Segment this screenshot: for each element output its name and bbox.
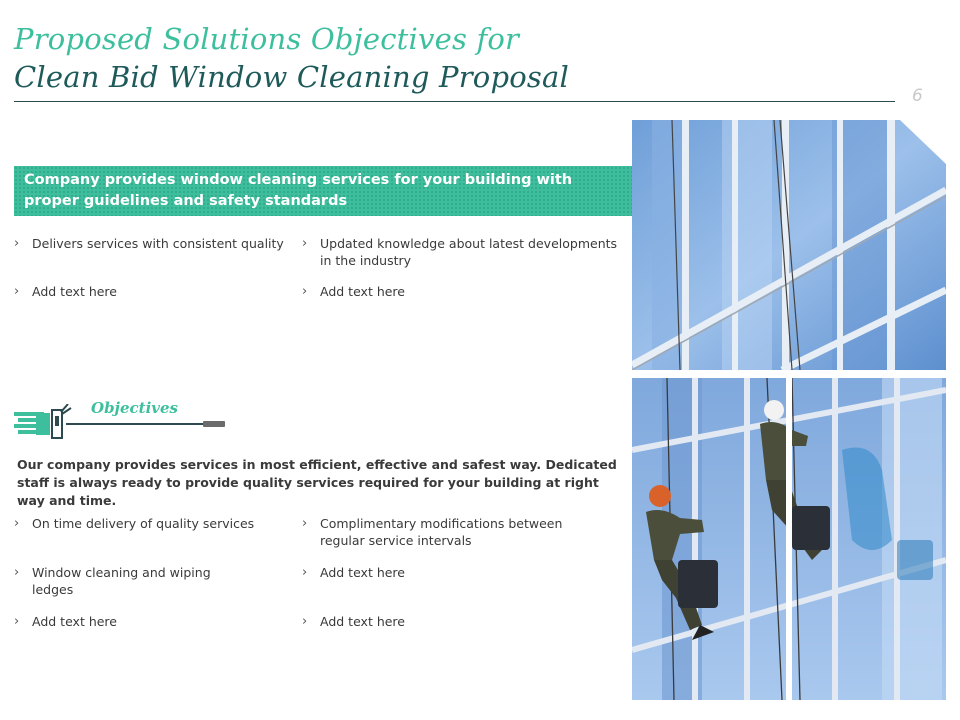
cleaning-tools-icon bbox=[14, 404, 74, 444]
chevron-right-icon: › bbox=[14, 516, 20, 531]
list-item bbox=[14, 283, 284, 300]
objectives-underline bbox=[66, 423, 204, 425]
chevron-right-icon: › bbox=[302, 565, 308, 580]
list-item-text: On time delivery of quality services bbox=[32, 516, 255, 531]
list-item-text: Complimentary modifications between regular service intervals bbox=[320, 516, 563, 548]
banner: Company provides window cleaning services for your building with proper guidelines and safety standards bbox=[14, 166, 632, 216]
objectives-paragraph: Our company provides services in most efficient, effective and safest way. Dedicated staff is always ready to provide quality services required for your building at right way and time. bbox=[17, 457, 617, 508]
list-item bbox=[302, 235, 627, 269]
objectives-line-cap bbox=[203, 421, 225, 427]
objectives-label: Objectives bbox=[91, 399, 178, 417]
title-line-2: Clean Bid Window Cleaning Proposal bbox=[14, 60, 569, 94]
page-number: 6 bbox=[912, 86, 923, 106]
list-item bbox=[14, 235, 284, 252]
window-cleaners-photo bbox=[632, 120, 946, 704]
list-item-text: Add text here bbox=[320, 565, 405, 580]
list-item bbox=[302, 613, 572, 630]
list-item-text: Add text here bbox=[320, 284, 405, 299]
chevron-right-icon: › bbox=[14, 236, 20, 251]
list-item bbox=[302, 564, 572, 581]
title-divider bbox=[14, 101, 895, 102]
chevron-right-icon: › bbox=[302, 516, 308, 531]
list-item-text: Window cleaning and wiping ledges bbox=[32, 565, 211, 597]
list-item-text: Add text here bbox=[320, 614, 405, 629]
list-item bbox=[14, 564, 224, 598]
list-item bbox=[302, 283, 627, 300]
chevron-right-icon: › bbox=[14, 284, 20, 299]
list-item bbox=[14, 515, 284, 532]
chevron-right-icon: › bbox=[14, 565, 20, 580]
page-title bbox=[14, 20, 569, 96]
list-item bbox=[14, 613, 284, 630]
list-item-text: Add text here bbox=[32, 284, 117, 299]
list-item-text: Delivers services with consistent quality bbox=[32, 236, 284, 251]
title-line-1: Proposed Solutions Objectives for bbox=[14, 22, 520, 56]
list-item-text: Updated knowledge about latest developments in the industry bbox=[320, 236, 618, 268]
chevron-right-icon: › bbox=[302, 614, 308, 629]
list-item-text: Add text here bbox=[32, 614, 117, 629]
chevron-right-icon: › bbox=[302, 284, 308, 299]
chevron-right-icon: › bbox=[302, 236, 308, 251]
chevron-right-icon: › bbox=[14, 614, 20, 629]
list-item bbox=[302, 515, 572, 549]
